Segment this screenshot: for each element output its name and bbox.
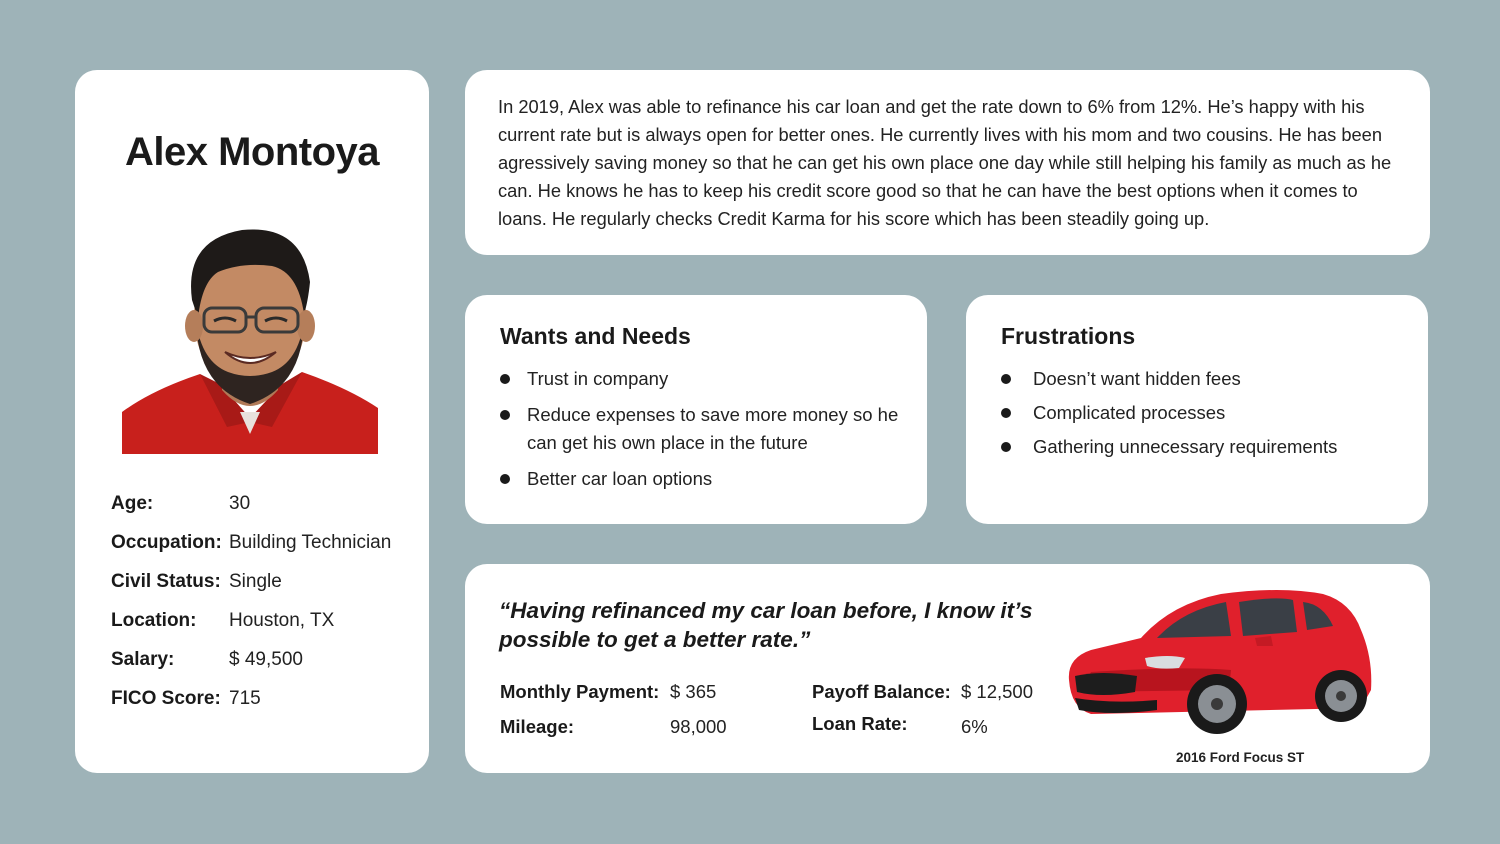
fact-value: 30 (229, 493, 251, 514)
bullet-icon (500, 374, 510, 384)
frustrations-list (1001, 365, 1401, 467)
monthly-payment-value: $ 365 (670, 681, 717, 702)
list-item: Gathering unnecessary requirements (1001, 433, 1401, 461)
fact-value: Single (229, 571, 282, 592)
list-item: Better car loan options (500, 465, 900, 493)
fact-label: FICO Score: (111, 688, 221, 709)
bullet-icon (1001, 374, 1011, 384)
list-item: Complicated processes (1001, 399, 1401, 427)
bullet-icon (1001, 442, 1011, 452)
fact-label: Location: (111, 610, 197, 631)
payoff-balance-label: Payoff Balance: (812, 681, 951, 702)
fact-value: $ 49,500 (229, 649, 303, 670)
list-item: Doesn’t want hidden fees (1001, 365, 1401, 393)
persona-name: Alex Montoya (124, 130, 380, 174)
bullet-icon (1001, 408, 1011, 418)
list-item: Trust in company (500, 365, 900, 393)
mileage-label: Mileage: (500, 716, 575, 737)
payoff-balance-value: $ 12,500 (961, 681, 1034, 702)
bio-card (465, 70, 1430, 255)
persona-quote: “Having refinanced my car loan before, I know it’s possible to get a better rate.” (499, 598, 1033, 652)
loan-rate-label: Loan Rate: (812, 713, 908, 734)
loan-rate-value: 6% (961, 716, 988, 737)
car-image (1061, 580, 1381, 740)
profile-card (75, 70, 429, 773)
wants-needs-title: Wants and Needs (500, 323, 691, 349)
fact-label: Age: (111, 493, 154, 514)
car-caption: 2016 Ford Focus ST (1176, 750, 1305, 765)
fact-value: 715 (229, 688, 261, 709)
bullet-icon (500, 474, 510, 484)
quote-card (465, 564, 1430, 773)
fact-value: Building Technician (229, 532, 392, 553)
wants-needs-list (500, 365, 900, 501)
fact-label: Occupation: (111, 532, 222, 553)
frustrations-card (966, 295, 1428, 524)
monthly-payment-label: Monthly Payment: (500, 681, 660, 702)
mileage-value: 98,000 (670, 716, 727, 737)
fact-label: Civil Status: (111, 571, 221, 592)
frustrations-title: Frustrations (1001, 323, 1136, 349)
list-item: Reduce expenses to save more money so he can get his own place in the future (500, 401, 900, 457)
bio-text: In 2019, Alex was able to refinance his car loan and get the rate down to 6% from 12%. He’s happy with his current rate but is always open for better ones. He currently lives with his mom and two cousins. He has been agressively saving money so that he can get his own place one day while still helping his family as much as he can. He knows he has to keep his credit score good so that he can have the best options when it comes to loans. He regularly checks Credit Karma for his score which has been steadily going up. (498, 96, 1392, 229)
fact-label: Salary: (111, 649, 175, 670)
persona-photo (122, 222, 378, 454)
wants-needs-card (465, 295, 927, 524)
fact-value: Houston, TX (229, 610, 335, 631)
bullet-icon (500, 410, 510, 420)
